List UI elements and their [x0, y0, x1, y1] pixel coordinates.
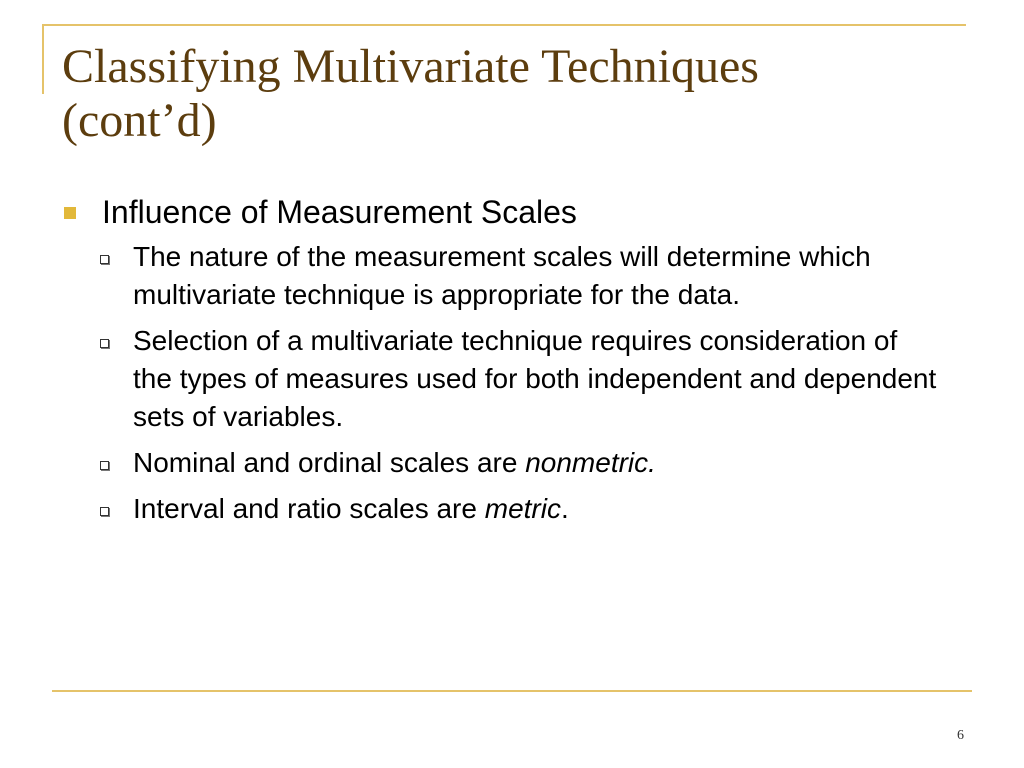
title-line-1: Classifying Multivariate Techniques [62, 40, 759, 93]
hollow-square-bullet-icon [100, 339, 109, 348]
sub-bullet-item [62, 238, 942, 314]
frame-top-rule [42, 24, 966, 26]
bullet-influence [62, 190, 942, 234]
sub-bullet-emphasis: metric [484, 493, 561, 524]
sub-bullet-item [62, 444, 942, 482]
sub-bullet-text-trailing: . [560, 493, 569, 524]
slide-title [62, 40, 962, 148]
frame-bottom-rule [52, 690, 972, 692]
filled-square-bullet-icon [64, 207, 76, 219]
sub-bullet-text [133, 490, 942, 528]
frame-left-rule [42, 24, 44, 94]
slide-body [62, 190, 942, 536]
sub-bullet-text-plain: Interval and ratio scales are [133, 493, 485, 524]
bullet-heading: Influence of Measurement Scales [102, 194, 577, 230]
title-line-2: (cont’d) [62, 94, 217, 147]
page-number: 6 [957, 728, 964, 743]
hollow-square-bullet-icon [100, 461, 109, 470]
sub-bullet-text-plain: Nominal and ordinal scales are [133, 447, 526, 478]
hollow-square-bullet-icon [100, 507, 109, 516]
sub-bullet-text: Selection of a multivariate technique requires consideration of the types of measures used for both independent and dependent sets of variables. [133, 325, 937, 432]
sub-bullet-emphasis: nonmetric. [525, 447, 656, 478]
sub-bullet-item [62, 490, 942, 528]
hollow-square-bullet-icon [100, 255, 109, 264]
sub-bullet-text: The nature of the measurement scales will determine which multivariate technique is appropriate for the data. [133, 241, 871, 310]
sub-bullet-item [62, 322, 942, 436]
sub-bullet-text [133, 444, 942, 482]
sub-bullet-list [62, 238, 942, 528]
